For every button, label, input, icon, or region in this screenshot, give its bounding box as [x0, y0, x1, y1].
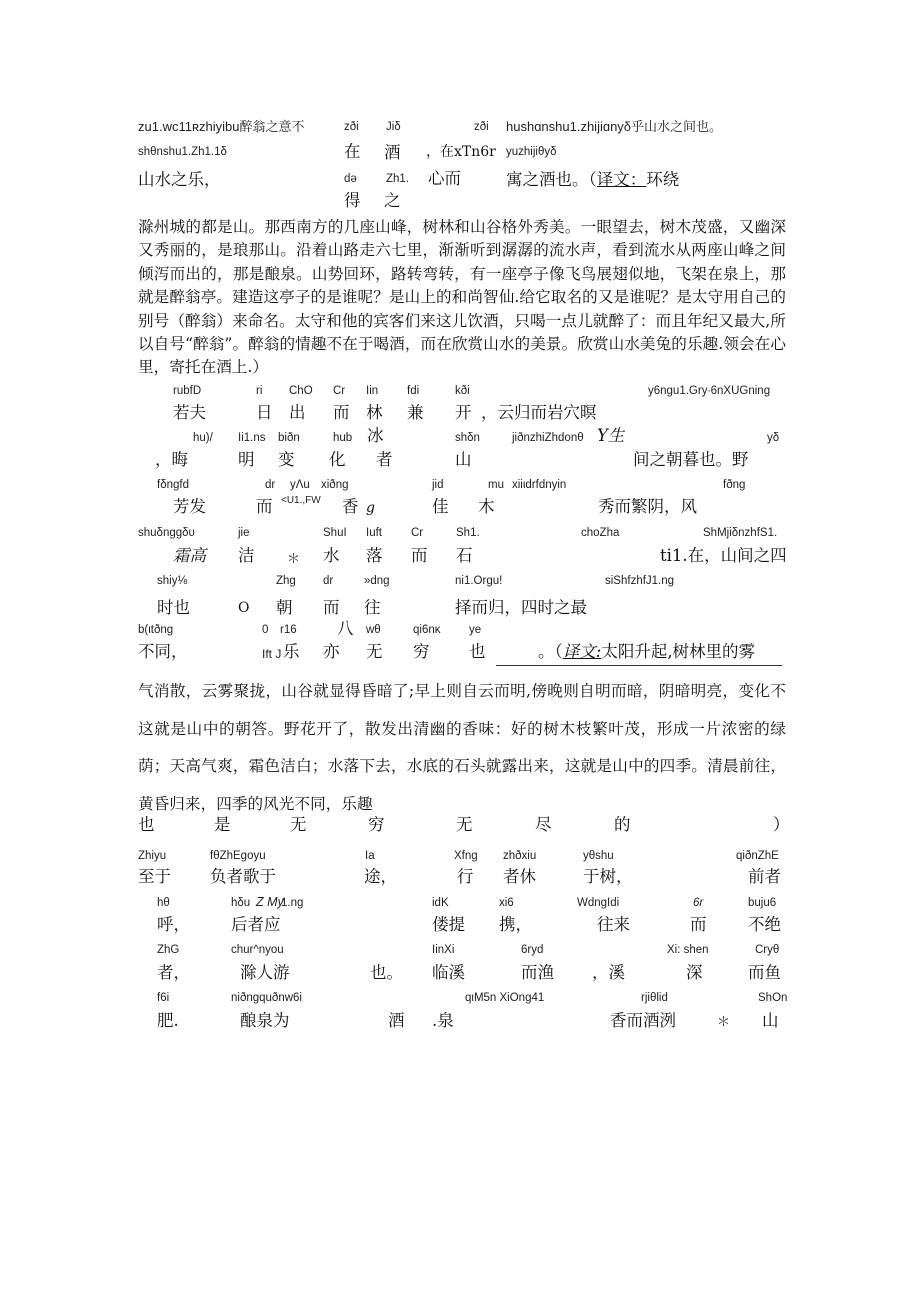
hanzi-text: 出: [289, 403, 306, 422]
pinyin-text: 6ryd: [521, 944, 544, 956]
pinyin-text: yδ: [767, 432, 780, 444]
pinyin-text: shiy⅛: [157, 575, 188, 587]
hanzi-text: 不同，: [138, 642, 188, 661]
pinyin-text: zði: [344, 121, 359, 133]
translation-lead: 。（译文:太阳升起,树林里的雾: [538, 642, 756, 661]
pinyin-text: xi6: [499, 897, 514, 909]
pinyin-text: »dng: [364, 575, 390, 587]
pinyin-text: jie: [238, 527, 250, 539]
pinyin-text: hub: [333, 432, 353, 444]
hanzi-text: 者休: [503, 867, 536, 886]
pinyin-text: mu: [488, 479, 504, 491]
hanzi-text: 也。: [370, 963, 403, 982]
pinyin-text: f6i: [157, 992, 170, 1004]
hanzi-text: 前者: [748, 867, 781, 886]
hanzi-text: 负者歌于: [210, 867, 276, 886]
hanzi-text: ＊: [717, 1015, 731, 1030]
hanzi-text: 香而酒洌: [610, 1011, 676, 1030]
hanzi-text: 之: [384, 191, 401, 210]
pinyin-text: ShMjiδnzhfS1.: [703, 527, 778, 539]
pinyin-text: choZha: [581, 527, 620, 539]
pinyin-text: buju6: [748, 897, 777, 909]
pinyin-text: hushɑnshu1.zhijiɑnyδ乎山水之间也。: [506, 119, 723, 134]
pinyin-text: niðngquðnw6i: [231, 992, 302, 1004]
pinyin-line: [138, 120, 304, 135]
pinyin-text: Zh1.: [386, 173, 410, 185]
hanzi-text: 而: [256, 497, 273, 516]
hanzi-text: 水: [323, 546, 340, 565]
pinyin-text: Sh1.: [456, 527, 480, 539]
pinyin-text: Xfng: [454, 850, 478, 862]
pinyin-text: Ia: [365, 850, 375, 862]
hanzi-text: 芳发: [173, 497, 206, 516]
pinyin-text: ri: [256, 385, 263, 397]
hanzi-text: 不绝: [748, 915, 781, 934]
pinyin-text: siShfzhfJ1.ng: [605, 575, 675, 587]
hanzi-text: 化: [329, 450, 346, 469]
hanzi-text: 无: [290, 815, 307, 834]
pinyin-text: idK: [432, 897, 449, 909]
hanzi-text: 山: [762, 1011, 779, 1030]
pinyin-text: Cr: [333, 385, 346, 397]
hanzi-text: 于树，: [583, 867, 633, 886]
pinyin-text: xiiιdrfdnyin: [512, 479, 567, 491]
pinyin-text: Ii1.ns: [238, 432, 266, 444]
hanzi-text: 穷: [413, 642, 430, 661]
translation-paragraph-2: 气消散，云雾聚拢，山谷就显得昏暗了;早上则自云而明,傍晚则自明而暗，阴暗明亮，变化不这就是山中的朝答。野花开了，散发出清幽的香味：好的树木枝繁叶茂，形成一片浓密的绿荫；天高气爽，霜色洁白；水落下去，水底的石头就露出来，这就是山中的四季。清晨前往，黄昏归来，四季的风光不同，乐趣: [138, 682, 786, 813]
pinyin-text: Iuft: [366, 527, 382, 539]
pinyin-text: yθshu: [583, 850, 614, 862]
pinyin-text: zði: [474, 121, 489, 133]
hanzi-text: 山: [455, 450, 472, 469]
hanzi-text: ＊: [287, 552, 301, 567]
pinyin-text: qi6nκ: [413, 624, 441, 636]
hanzi-text: 至于: [138, 867, 171, 886]
pinyin-text: rubfD: [173, 385, 202, 397]
hanzi-text: 开: [455, 403, 472, 422]
hanzi-text: 无: [456, 815, 473, 834]
pinyin-text: IinXi: [432, 944, 455, 956]
pinyin-text: Cryθ: [755, 944, 780, 956]
pinyin-text: də: [344, 173, 357, 185]
pinyin-text: zu1.wc11ʀzhiyibu醉翁之意不: [138, 119, 305, 134]
hanzi-text: 落: [366, 546, 383, 565]
hanzi-text: 而: [690, 915, 707, 934]
hanzi-text: 木: [478, 497, 495, 516]
pinyin-text: dr: [265, 479, 276, 491]
pinyin-text: ZhG: [157, 944, 180, 956]
hanzi-text: 冰: [367, 426, 384, 445]
hanzi-text: 八: [337, 619, 354, 638]
fill-blank-line: [496, 665, 782, 666]
hanzi-text: 霜高: [173, 546, 206, 565]
hanzi-text: 在: [344, 142, 361, 161]
hanzi-text: 深: [686, 963, 703, 982]
hanzi-text: 石: [456, 546, 473, 565]
hanzi-text: 兼: [407, 403, 424, 422]
hanzi-text: 携，: [499, 915, 532, 934]
hanzi-text: 而: [411, 546, 428, 565]
hanzi-text: 往来: [597, 915, 630, 934]
hanzi-text: 而鱼: [748, 963, 781, 982]
hanzi-text: 间之朝暮也。野: [633, 450, 749, 469]
hanzi-text: 明: [238, 450, 255, 469]
hanzi-text: 若夫: [173, 403, 206, 422]
hanzi-text: 而渔: [521, 963, 554, 982]
pinyin-text: Xi: shen: [667, 944, 709, 956]
hanzi-text: 滁人游: [240, 963, 290, 982]
pinyin-text: ShuI: [323, 527, 347, 539]
hanzi-text: 佳: [432, 497, 449, 516]
pinyin-text: Cr: [411, 527, 424, 539]
hanzi-text: 是: [214, 815, 231, 834]
pinyin-text: kði: [455, 385, 470, 397]
pinyin-text: ye: [469, 624, 482, 636]
hanzi-text: Y生: [597, 426, 625, 445]
pinyin-text: yΛu: [290, 479, 310, 491]
hanzi-text: .泉: [432, 1011, 454, 1030]
pinyin-text: y6ngu1.Gry∙6nXUGning: [648, 385, 771, 397]
pinyin-text: xiðng: [321, 479, 349, 491]
pinyin-text: shuδnggδυ: [138, 527, 195, 539]
hanzi-text: 变: [278, 450, 295, 469]
pinyin-text: r16: [280, 624, 297, 636]
hanzi-text: 择而归，四时之最: [455, 598, 587, 617]
hanzi-text: 的: [614, 815, 631, 834]
hanzi-text: 得: [344, 191, 361, 210]
hanzi-text: 呼，: [157, 915, 190, 934]
pinyin-text: biðn: [278, 432, 300, 444]
hanzi-text: 亦: [323, 642, 340, 661]
hanzi-text: 酒: [384, 143, 401, 162]
pinyin-text: shθnshu1.Zh1.1δ: [138, 146, 227, 158]
hanzi-text: 日: [256, 403, 273, 422]
hanzi-text: ，云归而岩穴暝: [481, 403, 597, 422]
pinyin-text: ChO: [289, 385, 313, 397]
hanzi-text: 林: [366, 403, 383, 422]
hanzi-text: 行: [457, 867, 474, 886]
translation-lead: 寓之酒也。（译文：环绕: [506, 170, 680, 189]
hanzi-text: g: [366, 500, 375, 516]
pinyin-text: fdi: [407, 385, 420, 397]
hanzi-text: 肥.: [157, 1011, 179, 1030]
hanzi-text: ）: [773, 815, 790, 834]
pinyin-text: Iin: [366, 385, 379, 397]
hanzi-text: 酿泉为: [240, 1011, 290, 1030]
hanzi-text: 乐: [283, 642, 300, 661]
pinyin-text: Zhg: [276, 575, 296, 587]
hanzi-text: 途，: [364, 867, 397, 886]
hanzi-text: ，晦: [155, 450, 188, 469]
pinyin-text: Z My: [256, 895, 284, 909]
pinyin-text: fðng: [723, 479, 746, 491]
pinyin-text: <U1.,FW: [281, 495, 321, 506]
translation-label: 译文:: [562, 642, 602, 661]
hanzi-text: O: [238, 600, 250, 616]
translation-paragraph-1: 滁州城的都是山。那西南方的几座山峰，树林和山谷格外秀美。一眼望去，树木茂盛，又幽深又秀丽的，是琅那山。沿着山路走六七里，渐渐听到潺潺的流水声，看到流水从两座山峰之间倾泻而出的，那是酿泉。山势回环，路转弯转，有一座亭子像飞鸟展翅似地，飞架在泉上，那就是醉翁亭。建造这亭子的是谁呢？是山上的和尚智仙.给它取名的又是谁呢？是太守用自己的别号（醉翁）来命名。太守和他的宾客们来这儿饮酒，只喝一点儿就醉了：而且年纪又最大,所以自号“醉翁”。醉翁的情趣不在于喝酒，而在欣赏山水的美景。欣赏山水美兔的乐趣.领会在心里，寄托在酒上.）: [138, 218, 786, 377]
hanzi-text: 朝: [276, 598, 293, 617]
pinyin-text: Ift J: [262, 647, 282, 661]
pinyin-text: fδngfd: [157, 479, 189, 491]
pinyin-text: hθ: [157, 897, 170, 909]
pinyin-text: qιM5n XiOng41: [465, 992, 545, 1004]
pinyin-text: 0: [262, 624, 269, 636]
pinyin-text: Jiδ: [386, 121, 401, 133]
hanzi-text: ，在xTn6r: [426, 144, 496, 160]
pinyin-text: 6r: [693, 897, 704, 909]
hanzi-text: 也: [138, 815, 155, 834]
hanzi-text: 心而: [428, 169, 461, 188]
hanzi-text: ，溪: [592, 963, 625, 982]
hanzi-text: 者，: [157, 963, 190, 982]
hanzi-text: 也: [469, 642, 486, 661]
pinyin-text: b(ιtðng: [138, 624, 174, 636]
hanzi-text: 者: [376, 450, 393, 469]
hanzi-text: 无: [366, 642, 383, 661]
hanzi-text: 山水之乐，: [138, 170, 221, 189]
hanzi-text: 往: [364, 598, 381, 617]
pinyin-text: Zhiyu: [138, 850, 167, 862]
pinyin-text: yuzhijiθyδ: [506, 146, 557, 158]
pinyin-text: ni1.Orgu!: [455, 575, 503, 587]
pinyin-text: wθ: [366, 624, 381, 636]
pinyin-text: fθZhEgoyu: [210, 850, 266, 862]
pinyin-text: qiðnZhE: [736, 850, 779, 862]
hanzi-text: 香: [342, 497, 359, 516]
hanzi-text: 酒: [388, 1011, 405, 1030]
hanzi-text: 临溪: [432, 963, 465, 982]
translation-label: 译文：: [596, 170, 647, 189]
hanzi-text: 穷: [368, 815, 385, 834]
hanzi-text: 而: [333, 403, 350, 422]
hanzi-text: 秀而繁阴，风: [598, 497, 697, 516]
pinyin-text: rjiθlid: [641, 992, 668, 1004]
hanzi-text: ti1.在，山间之四: [660, 546, 787, 565]
hanzi-text: 后者应: [231, 915, 281, 934]
hanzi-text: 尽: [535, 815, 552, 834]
hanzi-text: 偻提: [432, 915, 465, 934]
hanzi-text: 时也: [157, 598, 190, 617]
hanzi-text: 而: [323, 598, 340, 617]
pinyin-text: hu)/: [193, 432, 213, 444]
pinyin-text: shδn: [455, 432, 480, 444]
hanzi-text: 洁: [238, 546, 255, 565]
pinyin-text: ShOn: [758, 992, 788, 1004]
pinyin-text: hδu: [231, 897, 251, 909]
pinyin-text: dr: [323, 575, 334, 587]
pinyin-text: zhðxiu: [503, 850, 537, 862]
pinyin-text: jid: [432, 479, 444, 491]
pinyin-text: jiðnzhiZhdonθ: [512, 432, 584, 444]
pinyin-text: WdngIdi: [577, 897, 620, 909]
pinyin-text: 1.ng: [281, 897, 304, 909]
pinyin-text: chur^nyou: [231, 944, 284, 956]
